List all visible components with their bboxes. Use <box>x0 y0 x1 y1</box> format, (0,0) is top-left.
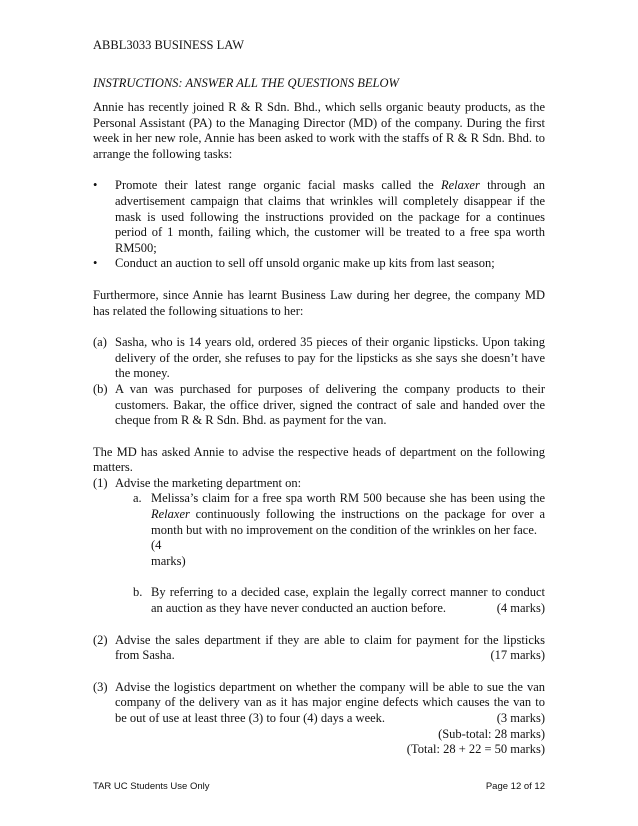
furthermore-paragraph: Furthermore, since Annie has learnt Business Law during her degree, the company MD has related the following situations to her: <box>93 287 545 318</box>
marks-label: (4 <box>151 538 162 553</box>
page-number: Page 12 of 12 <box>485 781 545 792</box>
marks-label: (4 marks) <box>496 601 545 616</box>
instructions-heading: INSTRUCTIONS: ANSWER ALL THE QUESTIONS BELOW <box>93 76 399 90</box>
task-list <box>93 178 545 272</box>
subtotal-label: (Sub-total: 28 marks) <box>438 726 545 741</box>
product-name: Relaxer <box>151 507 190 522</box>
marks-label: (3 marks) <box>496 711 545 725</box>
situation-list <box>93 335 545 429</box>
product-name: Relaxer <box>440 178 480 193</box>
bullet-marker: • <box>93 178 98 193</box>
question-1b: b. By referring to a decided case, explain the legally correct manner to conduct an auction as they have never conducted an auction before. (4 marks) <box>133 585 545 616</box>
marks-label: marks) <box>151 553 186 568</box>
situation-item: (b) A van was purchased for purposes of delivering the company products to their customers. Bakar, the office driver, signed the contract of sale and handed over the cheque from R & R Sdn. Bhd. as payment for the van. <box>93 381 545 428</box>
document-body <box>93 100 545 758</box>
question-3: (3) Advise the logistics department on whether the company will be able to sue the van company of the delivery van as it has major engine defects which causes the van to be out of use at least three (3) to four (4) days a week. (3 marks) <box>93 679 545 725</box>
task-item: • Conduct an auction to sell off unsold organic make up kits from last season; <box>93 256 495 271</box>
intro-paragraph: Annie has recently joined R & R Sdn. Bhd., which sells organic beauty products, as the Personal Assistant (PA) to the Managing Director (MD) of the company. During the first week in her new role, Annie has been asked to work with the staffs of R & R Sdn. Bhd. to arrange the following tasks: <box>93 100 545 161</box>
situation-item: (a) Sasha, who is 14 years old, ordered 35 pieces of their organic lipsticks. Upon taking delivery of the order, she refuses to pay for the lipsticks as she says she doesn’t have the money. <box>93 335 545 381</box>
task-item: • Promote their latest range organic facial masks called the Relaxer through an advertisement campaign that claims that wrinkles will completely disappear if the mask is used following the instructions provided on the package for a continues period of 1 month, failing which, the customer will be treated to a free spa worth RM500; <box>93 178 545 255</box>
question-1a: a. Melissa’s claim for a free spa worth RM 500 because she has been using the Relaxer continuously following the instructions on the package for over a month but with no improvement on the condition of the wrinkles on her face. <box>133 491 545 537</box>
md-paragraph: The MD has asked Annie to advise the respective heads of department on the following matters. <box>93 444 545 475</box>
bullet-marker: • <box>93 256 98 271</box>
course-header: ABBL3033 BUSINESS LAW <box>93 38 245 52</box>
question-1: (1) Advise the marketing department on: <box>93 475 302 490</box>
footer-left: TAR UC Students Use Only <box>93 781 210 792</box>
marks-label: (17 marks) <box>490 648 545 663</box>
total-label: (Total: 28 + 22 = 50 marks) <box>406 742 545 757</box>
question-2: (2) Advise the sales department if they are able to claim for payment for the lipsticks from Sasha. (17 marks) <box>93 632 545 663</box>
